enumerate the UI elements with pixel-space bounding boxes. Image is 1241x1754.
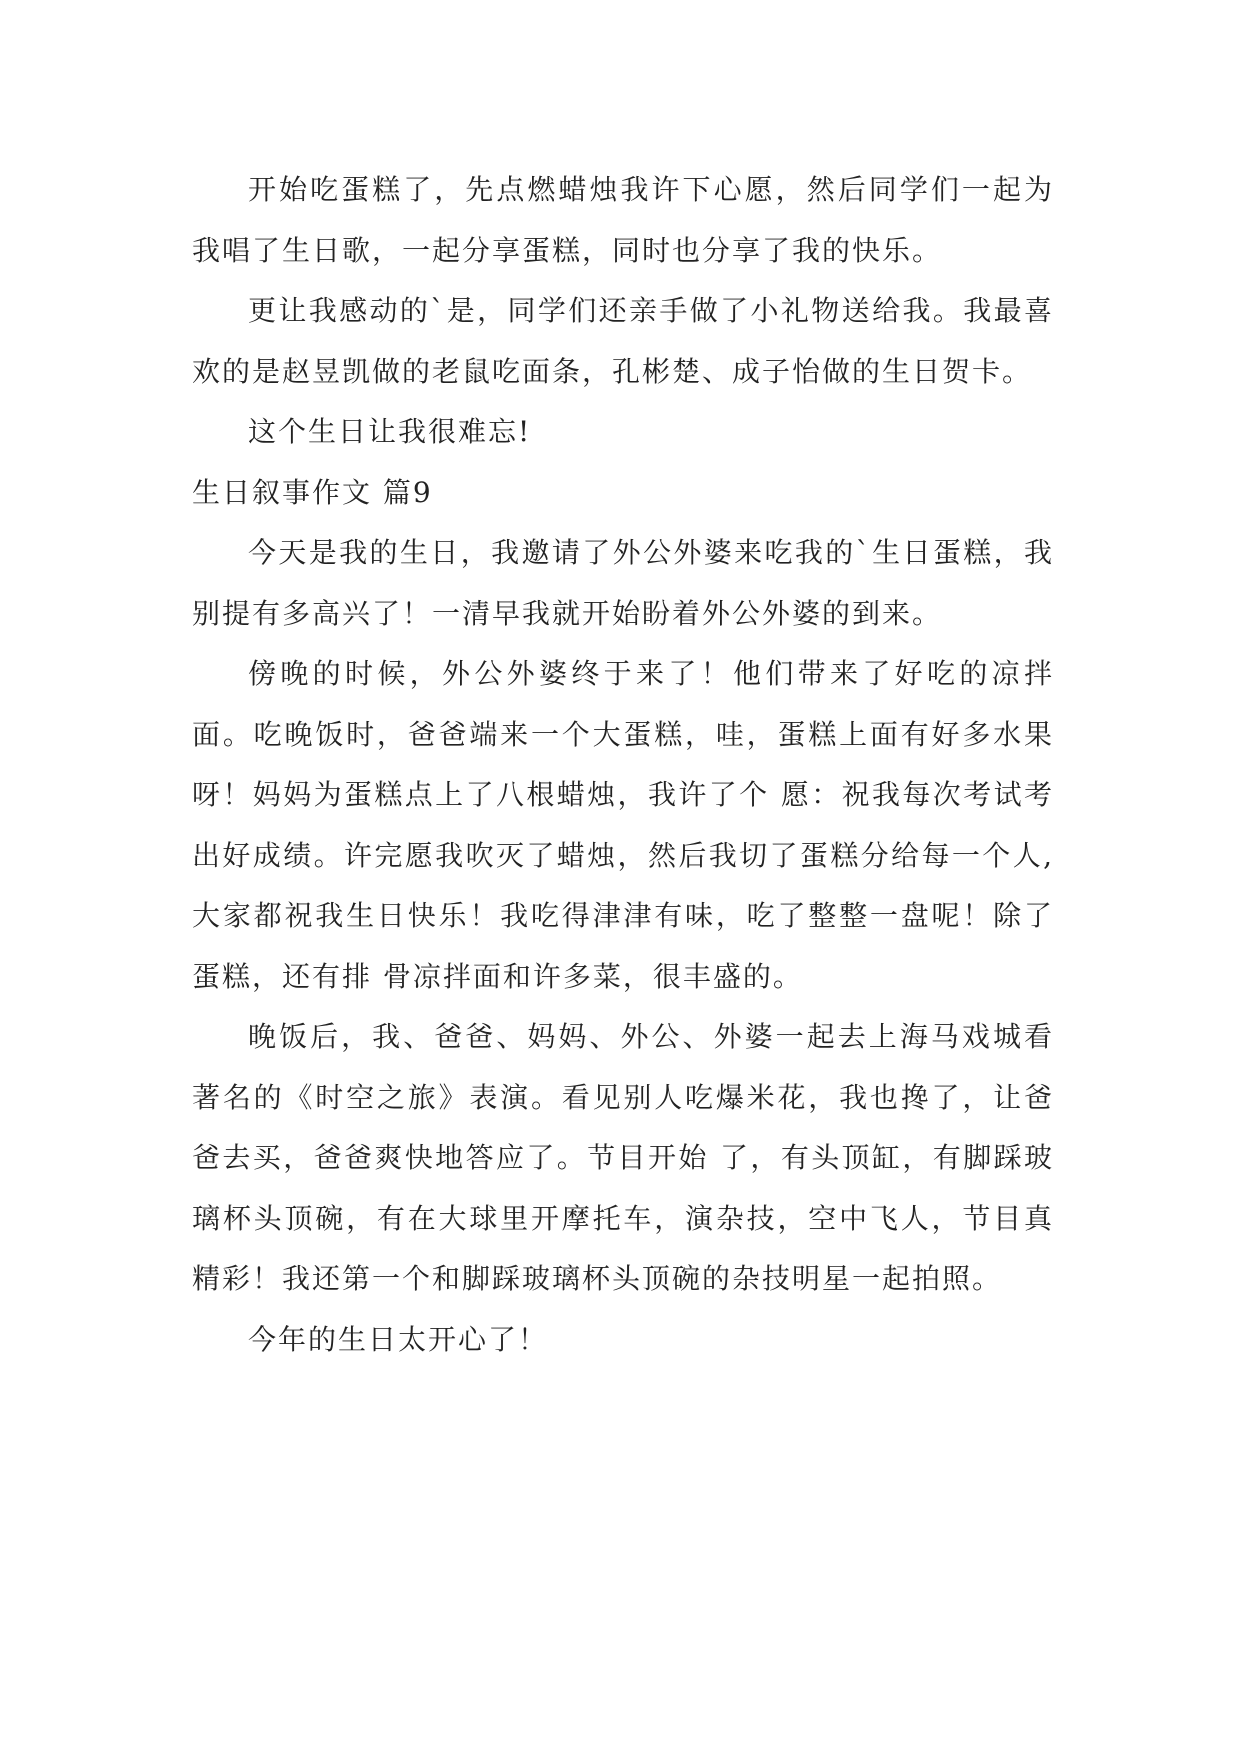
paragraph-happy-ending: 今年的生日太开心了！ bbox=[248, 1322, 549, 1356]
paragraph-gifts: 更让我感动的`是，同学们还亲手做了小礼物送给我。我最喜欢的是赵昱凯做的老鼠吃面条，孔彬楚、成子怡做的生日贺卡。 bbox=[192, 294, 1054, 388]
paragraph-circus-show: 晚饭后，我、爸爸、妈妈、外公、外婆一起去上海马戏城看著名的《时空之旅》表演。看见别人吃爆米花，我也搀了，让爸爸去买，爸爸爽快地答应了。节目开始 了，有头顶缸，有脚踩玻璃杯头顶碗，有在大球里开摩托车，演杂技，空中飞人，节目真精彩！我还第一个和脚踩玻璃杯头顶碗的杂技明星一起拍照。 bbox=[192, 1020, 1054, 1295]
section-heading: 生日叙事作文 篇9 bbox=[192, 475, 433, 509]
paragraph-cake-wishes: 开始吃蛋糕了，先点燃蜡烛我许下心愿，然后同学们一起为我唱了生日歌，一起分享蛋糕，同时也分享了我的快乐。 bbox=[192, 173, 1054, 267]
document-body bbox=[192, 160, 1054, 1370]
paragraph-invitation: 今天是我的生日，我邀请了外公外婆来吃我的`生日蛋糕，我别提有多高兴了！一清早我就开始盼着外公外婆的到来。 bbox=[192, 536, 1054, 630]
paragraph-evening-cake: 傍晚的时候，外公外婆终于来了！他们带来了好吃的凉拌面。吃晚饭时，爸爸端来一个大蛋糕，哇，蛋糕上面有好多水果呀！妈妈为蛋糕点上了八根蜡烛，我许了个 愿：祝我每次考试考出好成绩。许完愿我吹灭了蜡烛，然后我切了蛋糕分给每一个人,大家都祝我生日快乐！我吃得津津有味，吃了整整一盘呢！除了蛋糕，还有排 骨凉拌面和许多菜，很丰盛的。 bbox=[192, 657, 1054, 993]
paragraph-unforgettable: 这个生日让我很难忘! bbox=[248, 415, 532, 448]
